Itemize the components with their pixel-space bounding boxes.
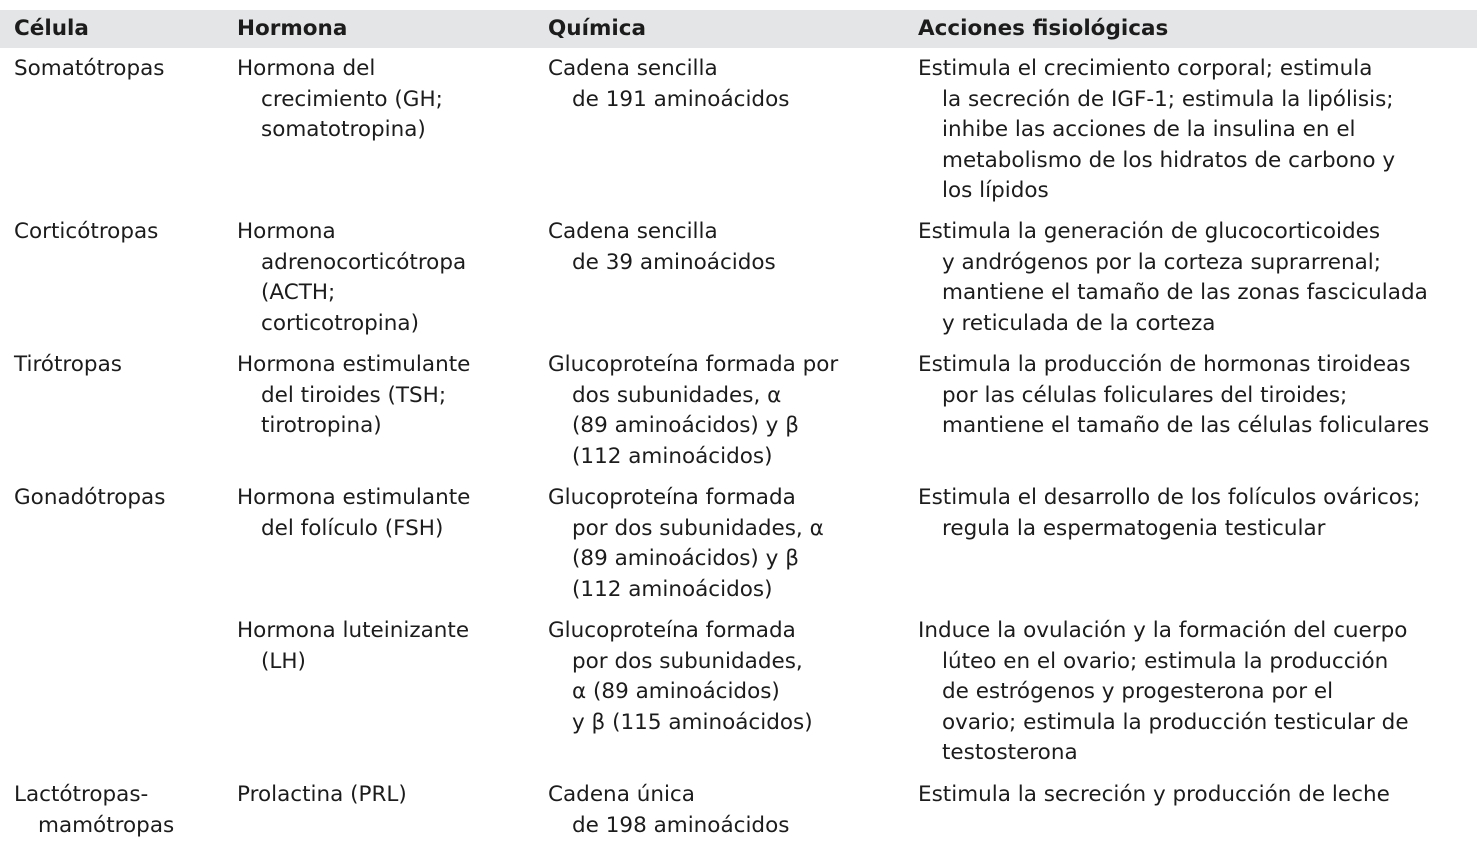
hormone-name: Hormona estimulante del tiroides (TSH; tirotropina) [237, 352, 471, 438]
physiological-actions: Estimula la secreción y producción de leche [918, 782, 1390, 807]
physiological-actions: Estimula el crecimiento corporal; estimula la secreción de IGF-1; estimula la lipólisis; inhibe las acciones de la insulina en el metabolismo de los hidratos de carbono y los lípidos [918, 56, 1396, 203]
chemistry: Glucoproteína formada por dos subunidades, α (89 aminoácidos) y β (112 aminoácidos) [548, 352, 839, 469]
physiological-actions: Estimula la producción de hormonas tiroideas por las células foliculares del tiroides; mantiene el tamaño de las células foliculares [918, 352, 1430, 438]
header-cell: Célula [14, 16, 89, 41]
header-actions: Acciones fisiológicas [918, 16, 1169, 41]
hormone-table [0, 10, 1477, 838]
chemistry: Cadena sencilla de 39 aminoácidos [548, 219, 776, 275]
hormone-name: Hormona del crecimiento (GH; somatotropina) [237, 56, 443, 142]
physiological-actions: Estimula el desarrollo de los folículos ováricos; regula la espermatogenia testicular [918, 485, 1421, 541]
cell-type: Lactótropas- mamótropas [14, 782, 175, 838]
physiological-actions: Induce la ovulación y la formación del cuerpo lúteo en el ovario; estimula la producción de estrógenos y progesterona por el ovario; estimula la producción testicular de testosterona [918, 618, 1409, 765]
header-chemistry: Química [548, 16, 646, 41]
chemistry: Cadena sencilla de 191 aminoácidos [548, 56, 790, 112]
cell-type: Gonadótropas [14, 485, 166, 510]
chemistry: Cadena única de 198 aminoácidos [548, 782, 790, 838]
table-header [0, 10, 1477, 48]
cell-type: Corticótropas [14, 219, 159, 244]
hormone-name: Prolactina (PRL) [237, 782, 407, 807]
physiological-actions: Estimula la generación de glucocorticoides y andrógenos por la corteza suprarrenal; mantiene el tamaño de las zonas fasciculada y reticulada de la corteza [918, 219, 1428, 336]
hormone-name: Hormona luteinizante (LH) [237, 618, 470, 674]
hormone-name: Hormona estimulante del folículo (FSH) [237, 485, 471, 541]
cell-type: Somatótropas [14, 56, 165, 81]
header-hormone: Hormona [237, 16, 348, 41]
chemistry: Glucoproteína formada por dos subunidades, α (89 aminoácidos) y β (112 aminoácidos) [548, 485, 824, 602]
chemistry: Glucoproteína formada por dos subunidades, α (89 aminoácidos) y β (115 aminoácidos) [548, 618, 813, 735]
hormone-name: Hormona adrenocorticótropa (ACTH; corticotropina) [237, 219, 467, 336]
cell-type: Tirótropas [14, 352, 122, 377]
